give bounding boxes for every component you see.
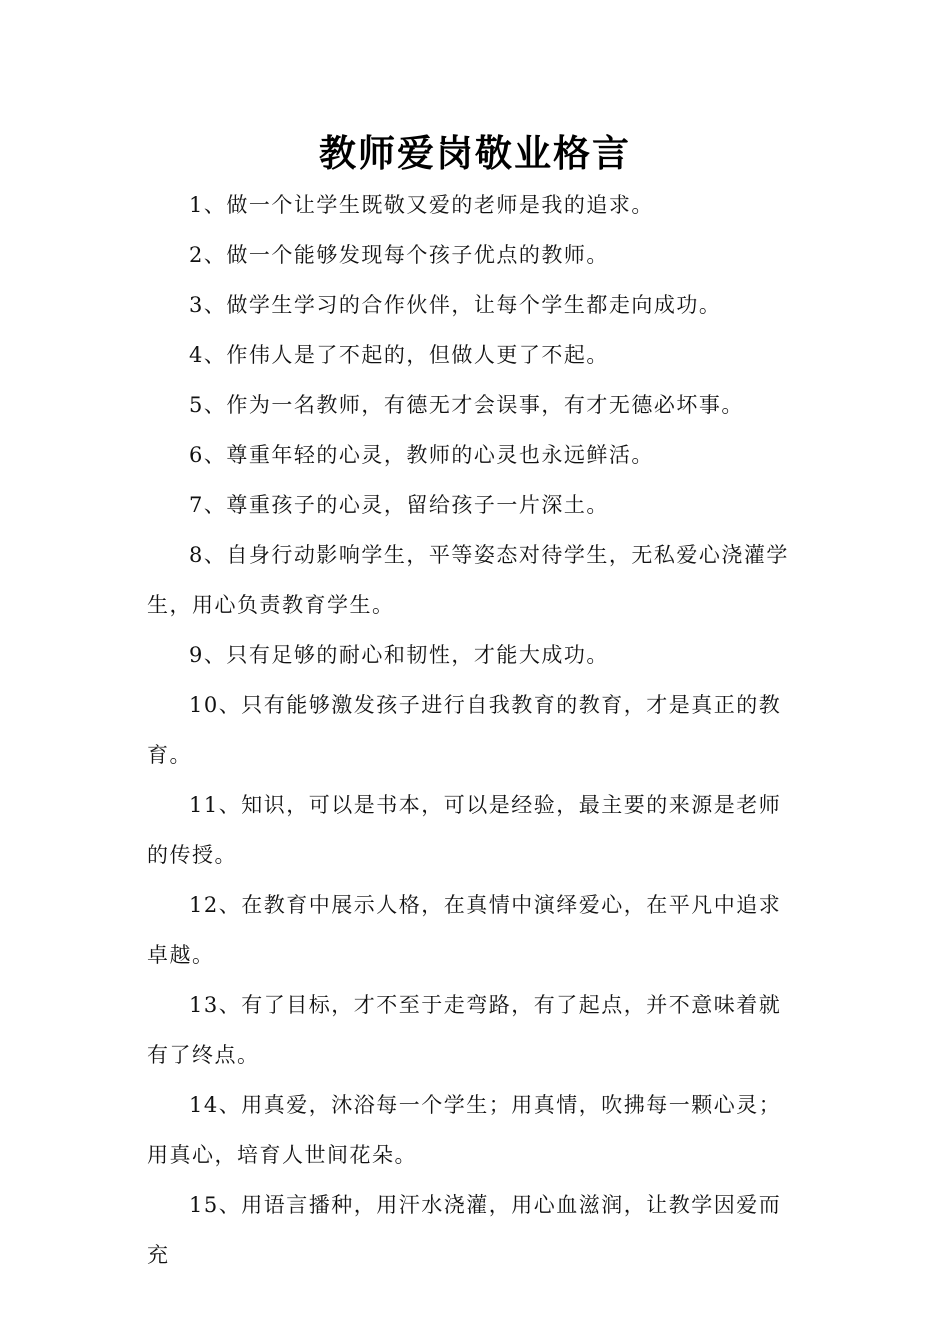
paragraph-10: 10、只有能够激发孩子进行自我教育的教育，才是真正的教育。 xyxy=(147,693,782,767)
paragraph-15: 15、用语言播种，用汗水浇灌，用心血滋润，让教学因爱而充 xyxy=(147,1193,782,1267)
paragraph-2: 2、做一个能够发现每个孩子优点的教师。 xyxy=(189,243,609,267)
paragraph-9: 9、只有足够的耐心和韧性，才能大成功。 xyxy=(189,643,609,667)
paragraph-11: 11、知识，可以是书本，可以是经验，最主要的来源是老师的传授。 xyxy=(147,793,782,867)
paragraph-8: 8、自身行动影响学生，平等姿态对待学生，无私爱心浇灌学生，用心负责教育学生。 xyxy=(147,543,789,617)
paragraph-3: 3、做学生学习的合作伙伴，让每个学生都走向成功。 xyxy=(189,293,722,317)
paragraph-13: 13、有了目标，才不至于走弯路，有了起点，并不意味着就有了终点。 xyxy=(147,993,782,1067)
paragraph-7: 7、尊重孩子的心灵，留给孩子一片深土。 xyxy=(189,493,609,517)
document-title: 教师爱岗敬业格言 xyxy=(319,132,631,175)
document-body xyxy=(147,180,797,1280)
paragraph-1: 1、做一个让学生既敬又爱的老师是我的追求。 xyxy=(189,193,654,217)
paragraph-6: 6、尊重年轻的心灵，教师的心灵也永远鲜活。 xyxy=(189,443,654,467)
paragraph-5: 5、作为一名教师，有德无才会误事，有才无德必坏事。 xyxy=(189,393,744,417)
paragraph-14: 14、用真爱，沐浴每一个学生；用真情，吹拂每一颗心灵；用真心，培育人世间花朵。 xyxy=(147,1093,782,1167)
paragraph-12: 12、在教育中展示人格，在真情中演绎爱心，在平凡中追求卓越。 xyxy=(147,893,782,967)
paragraph-4: 4、作伟人是了不起的，但做人更了不起。 xyxy=(189,343,609,367)
